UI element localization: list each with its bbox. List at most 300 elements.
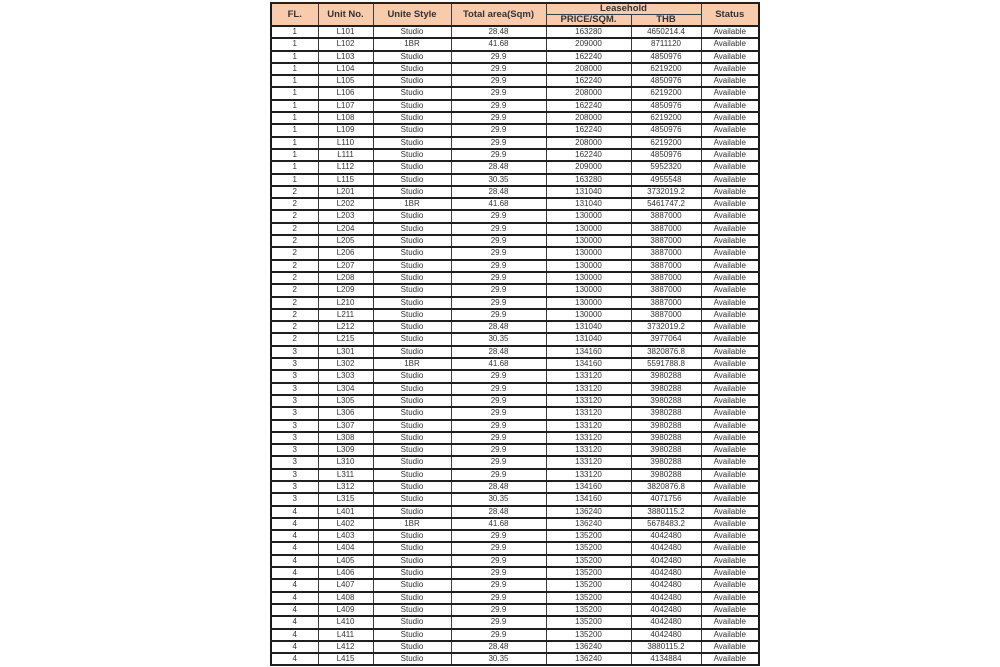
cell-price-sqm: 130000 (546, 260, 631, 272)
cell-unite-style: Studio (373, 641, 451, 653)
cell-price-sqm: 135200 (546, 579, 631, 591)
cell-thb: 3887000 (631, 284, 701, 296)
cell-price-sqm: 131040 (546, 333, 631, 345)
cell-status: Available (701, 469, 759, 481)
table-row (271, 469, 759, 481)
cell-thb: 3887000 (631, 210, 701, 222)
cell-total-area: 29.9 (451, 370, 546, 382)
cell-fl: 1 (271, 51, 318, 63)
table-row (271, 38, 759, 50)
cell-fl: 2 (271, 198, 318, 210)
cell-unit-no: L104 (318, 63, 373, 75)
cell-total-area: 30.35 (451, 493, 546, 505)
cell-thb: 3980288 (631, 456, 701, 468)
cell-total-area: 29.9 (451, 100, 546, 112)
cell-status: Available (701, 75, 759, 87)
table-row (271, 161, 759, 173)
cell-price-sqm: 130000 (546, 247, 631, 259)
cell-unite-style: Studio (373, 210, 451, 222)
table-row (271, 174, 759, 186)
cell-status: Available (701, 174, 759, 186)
table-row (271, 137, 759, 149)
cell-thb: 4071756 (631, 493, 701, 505)
cell-fl: 1 (271, 112, 318, 124)
cell-thb: 4042480 (631, 579, 701, 591)
table-row (271, 420, 759, 432)
cell-thb: 4850976 (631, 100, 701, 112)
cell-unit-no: L102 (318, 38, 373, 50)
cell-unit-no: L103 (318, 51, 373, 63)
cell-fl: 1 (271, 38, 318, 50)
cell-fl: 3 (271, 346, 318, 358)
table-row (271, 407, 759, 419)
cell-unite-style: Studio (373, 186, 451, 198)
table-row (271, 567, 759, 579)
cell-fl: 1 (271, 174, 318, 186)
cell-status: Available (701, 260, 759, 272)
table-header (271, 3, 759, 26)
cell-unite-style: Studio (373, 604, 451, 616)
table-row (271, 198, 759, 210)
table-row (271, 63, 759, 75)
cell-unit-no: L402 (318, 518, 373, 530)
cell-total-area: 29.9 (451, 124, 546, 136)
table-row (271, 51, 759, 63)
cell-unite-style: Studio (373, 481, 451, 493)
cell-fl: 3 (271, 407, 318, 419)
cell-status: Available (701, 333, 759, 345)
table-row (271, 518, 759, 530)
cell-status: Available (701, 383, 759, 395)
cell-status: Available (701, 137, 759, 149)
cell-status: Available (701, 346, 759, 358)
cell-unite-style: 1BR (373, 198, 451, 210)
cell-thb: 3980288 (631, 370, 701, 382)
cell-thb: 5952320 (631, 161, 701, 173)
cell-thb: 4850976 (631, 149, 701, 161)
cell-unit-no: L215 (318, 333, 373, 345)
cell-status: Available (701, 247, 759, 259)
cell-thb: 4650214.4 (631, 26, 701, 38)
table-row (271, 641, 759, 653)
cell-unit-no: L411 (318, 629, 373, 641)
cell-total-area: 29.9 (451, 432, 546, 444)
cell-status: Available (701, 604, 759, 616)
cell-thb: 4042480 (631, 542, 701, 554)
cell-unit-no: L211 (318, 309, 373, 321)
cell-thb: 6219200 (631, 87, 701, 99)
header-unit-no: Unit No. (318, 3, 373, 26)
cell-status: Available (701, 530, 759, 542)
cell-unite-style: Studio (373, 542, 451, 554)
cell-thb: 4042480 (631, 604, 701, 616)
cell-price-sqm: 130000 (546, 309, 631, 321)
cell-total-area: 28.48 (451, 161, 546, 173)
cell-fl: 1 (271, 137, 318, 149)
cell-unit-no: L210 (318, 297, 373, 309)
cell-total-area: 29.9 (451, 260, 546, 272)
cell-thb: 4042480 (631, 616, 701, 628)
cell-thb: 3980288 (631, 383, 701, 395)
cell-unit-no: L303 (318, 370, 373, 382)
cell-price-sqm: 163280 (546, 174, 631, 186)
cell-unit-no: L315 (318, 493, 373, 505)
cell-fl: 3 (271, 456, 318, 468)
cell-price-sqm: 134160 (546, 493, 631, 505)
cell-status: Available (701, 235, 759, 247)
cell-price-sqm: 133120 (546, 444, 631, 456)
cell-fl: 4 (271, 641, 318, 653)
cell-price-sqm: 136240 (546, 641, 631, 653)
cell-fl: 2 (271, 223, 318, 235)
cell-unite-style: Studio (373, 653, 451, 665)
cell-price-sqm: 135200 (546, 592, 631, 604)
cell-status: Available (701, 321, 759, 333)
cell-unit-no: L301 (318, 346, 373, 358)
cell-price-sqm: 135200 (546, 542, 631, 554)
table-row (271, 284, 759, 296)
header-row-1 (271, 3, 759, 15)
cell-total-area: 29.9 (451, 604, 546, 616)
cell-status: Available (701, 370, 759, 382)
cell-thb: 6219200 (631, 112, 701, 124)
cell-total-area: 41.68 (451, 518, 546, 530)
cell-price-sqm: 135200 (546, 629, 631, 641)
cell-fl: 4 (271, 592, 318, 604)
cell-unite-style: Studio (373, 469, 451, 481)
cell-unite-style: Studio (373, 530, 451, 542)
table-row (271, 395, 759, 407)
cell-thb: 3980288 (631, 444, 701, 456)
cell-price-sqm: 133120 (546, 432, 631, 444)
table-row (271, 272, 759, 284)
table-row (271, 235, 759, 247)
table-row (271, 493, 759, 505)
cell-total-area: 28.48 (451, 481, 546, 493)
cell-fl: 4 (271, 518, 318, 530)
cell-status: Available (701, 284, 759, 296)
cell-fl: 3 (271, 444, 318, 456)
cell-total-area: 29.9 (451, 530, 546, 542)
cell-total-area: 29.9 (451, 629, 546, 641)
cell-fl: 4 (271, 555, 318, 567)
cell-unite-style: Studio (373, 75, 451, 87)
cell-thb: 4042480 (631, 592, 701, 604)
cell-unite-style: 1BR (373, 358, 451, 370)
cell-price-sqm: 135200 (546, 530, 631, 542)
cell-unit-no: L107 (318, 100, 373, 112)
cell-status: Available (701, 542, 759, 554)
cell-fl: 2 (271, 284, 318, 296)
cell-total-area: 29.9 (451, 579, 546, 591)
table-row (271, 223, 759, 235)
cell-total-area: 29.9 (451, 63, 546, 75)
cell-unit-no: L415 (318, 653, 373, 665)
cell-unit-no: L108 (318, 112, 373, 124)
cell-thb: 3820876.8 (631, 481, 701, 493)
cell-total-area: 29.9 (451, 444, 546, 456)
cell-status: Available (701, 309, 759, 321)
cell-price-sqm: 162240 (546, 124, 631, 136)
cell-unite-style: Studio (373, 395, 451, 407)
cell-fl: 1 (271, 161, 318, 173)
cell-unite-style: Studio (373, 161, 451, 173)
cell-unit-no: L311 (318, 469, 373, 481)
cell-unite-style: Studio (373, 272, 451, 284)
cell-thb: 4042480 (631, 530, 701, 542)
cell-price-sqm: 133120 (546, 395, 631, 407)
cell-total-area: 29.9 (451, 87, 546, 99)
cell-unite-style: Studio (373, 616, 451, 628)
cell-price-sqm: 162240 (546, 51, 631, 63)
cell-fl: 4 (271, 616, 318, 628)
table-row (271, 370, 759, 382)
cell-fl: 2 (271, 247, 318, 259)
cell-unite-style: Studio (373, 297, 451, 309)
cell-unit-no: L209 (318, 284, 373, 296)
cell-total-area: 29.9 (451, 542, 546, 554)
cell-thb: 4134884 (631, 653, 701, 665)
cell-fl: 3 (271, 395, 318, 407)
cell-fl: 4 (271, 506, 318, 518)
cell-thb: 4850976 (631, 51, 701, 63)
cell-status: Available (701, 432, 759, 444)
cell-unit-no: L407 (318, 579, 373, 591)
cell-unit-no: L201 (318, 186, 373, 198)
cell-unit-no: L112 (318, 161, 373, 173)
cell-total-area: 28.48 (451, 26, 546, 38)
cell-unit-no: L305 (318, 395, 373, 407)
cell-total-area: 29.9 (451, 247, 546, 259)
cell-status: Available (701, 444, 759, 456)
cell-status: Available (701, 395, 759, 407)
cell-fl: 4 (271, 604, 318, 616)
cell-price-sqm: 133120 (546, 407, 631, 419)
cell-thb: 3887000 (631, 247, 701, 259)
cell-price-sqm: 131040 (546, 186, 631, 198)
table-row (271, 456, 759, 468)
cell-price-sqm: 131040 (546, 321, 631, 333)
cell-thb: 3880115.2 (631, 641, 701, 653)
cell-price-sqm: 162240 (546, 149, 631, 161)
cell-unite-style: Studio (373, 309, 451, 321)
cell-fl: 4 (271, 653, 318, 665)
cell-price-sqm: 133120 (546, 383, 631, 395)
cell-thb: 3880115.2 (631, 506, 701, 518)
cell-total-area: 29.9 (451, 284, 546, 296)
cell-thb: 3732019.2 (631, 321, 701, 333)
cell-thb: 3887000 (631, 272, 701, 284)
cell-unite-style: Studio (373, 51, 451, 63)
unit-price-table (270, 2, 760, 666)
cell-price-sqm: 130000 (546, 235, 631, 247)
cell-fl: 2 (271, 309, 318, 321)
cell-fl: 2 (271, 186, 318, 198)
table-row (271, 444, 759, 456)
cell-price-sqm: 208000 (546, 63, 631, 75)
cell-total-area: 41.68 (451, 38, 546, 50)
cell-thb: 3977064 (631, 333, 701, 345)
cell-unite-style: Studio (373, 383, 451, 395)
cell-unit-no: L115 (318, 174, 373, 186)
cell-total-area: 29.9 (451, 395, 546, 407)
cell-thb: 5591788.8 (631, 358, 701, 370)
table-row (271, 149, 759, 161)
cell-status: Available (701, 629, 759, 641)
cell-total-area: 41.68 (451, 198, 546, 210)
cell-price-sqm: 136240 (546, 506, 631, 518)
cell-status: Available (701, 149, 759, 161)
cell-fl: 3 (271, 370, 318, 382)
cell-thb: 3732019.2 (631, 186, 701, 198)
cell-status: Available (701, 481, 759, 493)
cell-status: Available (701, 272, 759, 284)
cell-fl: 1 (271, 87, 318, 99)
cell-total-area: 29.9 (451, 137, 546, 149)
table-row (271, 87, 759, 99)
cell-status: Available (701, 297, 759, 309)
cell-unite-style: Studio (373, 112, 451, 124)
cell-unit-no: L409 (318, 604, 373, 616)
cell-fl: 3 (271, 469, 318, 481)
cell-total-area: 28.48 (451, 346, 546, 358)
table-row (271, 210, 759, 222)
cell-thb: 8711120 (631, 38, 701, 50)
cell-thb: 3820876.8 (631, 346, 701, 358)
table-row (271, 124, 759, 136)
table-row (271, 75, 759, 87)
cell-thb: 4042480 (631, 555, 701, 567)
cell-unite-style: Studio (373, 87, 451, 99)
cell-thb: 3980288 (631, 432, 701, 444)
cell-price-sqm: 133120 (546, 420, 631, 432)
cell-unit-no: L308 (318, 432, 373, 444)
cell-fl: 1 (271, 63, 318, 75)
cell-unit-no: L109 (318, 124, 373, 136)
cell-fl: 1 (271, 75, 318, 87)
cell-price-sqm: 208000 (546, 137, 631, 149)
table-row (271, 346, 759, 358)
cell-price-sqm: 135200 (546, 604, 631, 616)
table-row (271, 506, 759, 518)
cell-unite-style: Studio (373, 174, 451, 186)
cell-status: Available (701, 653, 759, 665)
cell-unite-style: Studio (373, 284, 451, 296)
cell-total-area: 28.48 (451, 506, 546, 518)
cell-fl: 1 (271, 124, 318, 136)
cell-status: Available (701, 161, 759, 173)
cell-thb: 4850976 (631, 75, 701, 87)
cell-unit-no: L405 (318, 555, 373, 567)
cell-total-area: 29.9 (451, 456, 546, 468)
table-row (271, 530, 759, 542)
cell-status: Available (701, 63, 759, 75)
cell-thb: 3887000 (631, 235, 701, 247)
cell-total-area: 30.35 (451, 174, 546, 186)
table-row (271, 247, 759, 259)
cell-unit-no: L310 (318, 456, 373, 468)
cell-unite-style: Studio (373, 506, 451, 518)
cell-unit-no: L408 (318, 592, 373, 604)
cell-thb: 3887000 (631, 260, 701, 272)
cell-unit-no: L207 (318, 260, 373, 272)
table-row (271, 100, 759, 112)
cell-fl: 4 (271, 542, 318, 554)
cell-unit-no: L202 (318, 198, 373, 210)
cell-total-area: 29.9 (451, 235, 546, 247)
cell-thb: 3887000 (631, 309, 701, 321)
cell-total-area: 29.9 (451, 272, 546, 284)
cell-total-area: 29.9 (451, 297, 546, 309)
table-row (271, 309, 759, 321)
cell-price-sqm: 130000 (546, 297, 631, 309)
cell-price-sqm: 130000 (546, 210, 631, 222)
cell-unit-no: L312 (318, 481, 373, 493)
cell-status: Available (701, 555, 759, 567)
cell-unite-style: Studio (373, 333, 451, 345)
cell-fl: 2 (271, 333, 318, 345)
cell-thb: 4955548 (631, 174, 701, 186)
header-unite-style: Unite Style (373, 3, 451, 26)
header-fl: FL. (271, 3, 318, 26)
table-row (271, 26, 759, 38)
cell-fl: 1 (271, 26, 318, 38)
cell-unite-style: Studio (373, 567, 451, 579)
cell-unit-no: L212 (318, 321, 373, 333)
cell-fl: 4 (271, 629, 318, 641)
cell-unite-style: Studio (373, 346, 451, 358)
cell-status: Available (701, 567, 759, 579)
table-row (271, 542, 759, 554)
cell-thb: 3980288 (631, 407, 701, 419)
table-row (271, 321, 759, 333)
cell-total-area: 41.68 (451, 358, 546, 370)
cell-unite-style: Studio (373, 149, 451, 161)
cell-price-sqm: 133120 (546, 469, 631, 481)
cell-status: Available (701, 51, 759, 63)
cell-unite-style: Studio (373, 124, 451, 136)
cell-fl: 2 (271, 297, 318, 309)
cell-status: Available (701, 210, 759, 222)
cell-unite-style: Studio (373, 555, 451, 567)
cell-thb: 3887000 (631, 223, 701, 235)
cell-unite-style: Studio (373, 370, 451, 382)
table-row (271, 629, 759, 641)
cell-total-area: 29.9 (451, 149, 546, 161)
cell-fl: 3 (271, 493, 318, 505)
cell-fl: 4 (271, 530, 318, 542)
cell-unite-style: Studio (373, 432, 451, 444)
cell-status: Available (701, 198, 759, 210)
cell-status: Available (701, 38, 759, 50)
cell-price-sqm: 135200 (546, 567, 631, 579)
cell-status: Available (701, 579, 759, 591)
header-thb: THB (631, 15, 701, 27)
cell-thb: 3887000 (631, 297, 701, 309)
cell-unite-style: Studio (373, 444, 451, 456)
cell-unit-no: L105 (318, 75, 373, 87)
cell-price-sqm: 130000 (546, 284, 631, 296)
header-status: Status (701, 3, 759, 26)
cell-price-sqm: 133120 (546, 370, 631, 382)
cell-price-sqm: 136240 (546, 653, 631, 665)
cell-unite-style: Studio (373, 629, 451, 641)
cell-total-area: 28.48 (451, 321, 546, 333)
cell-unite-style: Studio (373, 100, 451, 112)
cell-status: Available (701, 456, 759, 468)
cell-unit-no: L403 (318, 530, 373, 542)
cell-unite-style: Studio (373, 579, 451, 591)
